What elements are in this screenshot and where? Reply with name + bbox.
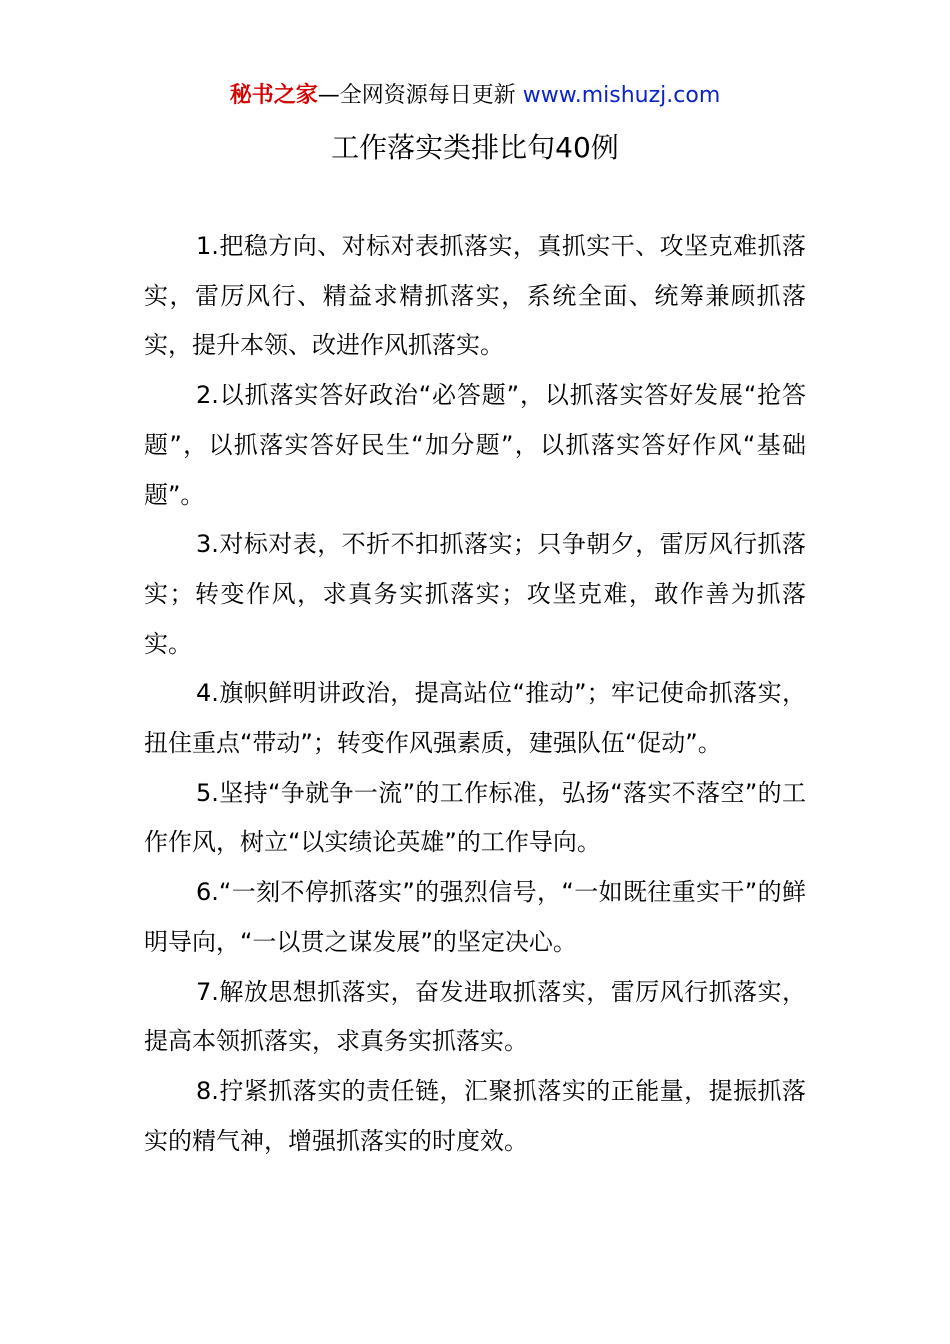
document-body [144, 222, 806, 1166]
paragraph-6: 6.“一刻不停抓落实”的强烈信号，“一如既往重实干”的鲜明导向，“一以贯之谋发展”的坚定决心。 [144, 878, 806, 956]
site-tagline: —全网资源每日更新 [317, 83, 523, 108]
paragraph-3: 3.对标对表，不折不扣抓落实；只争朝夕，雷厉风行抓落实；转变作风，求真务实抓落实；攻坚克难，敢作善为抓落实。 [144, 530, 806, 658]
document-title: 工作落实类排比句40例 [331, 131, 619, 164]
site-brand: 秘书之家 [229, 83, 318, 108]
paragraph-8: 8.拧紧抓落实的责任链，汇聚抓落实的正能量，提振抓落实的精气神，增强抓落实的时度效。 [144, 1076, 806, 1155]
site-header [0, 80, 950, 112]
paragraph-1: 1.把稳方向、对标对表抓落实，真抓实干、攻坚克难抓落实，雷厉风行、精益求精抓落实，系统全面、统筹兼顾抓落实，提升本领、改进作风抓落实。 [144, 232, 806, 360]
paragraph-2: 2.以抓落实答好政治“必答题”，以抓落实答好发展“抢答题”，以抓落实答好民生“加分题”，以抓落实答好作风“基础题”。 [144, 381, 806, 509]
site-url-link[interactable]: www.mishuzj.com [522, 83, 721, 108]
paragraph-4: 4.旗帜鲜明讲政治，提高站位“推动”；牢记使命抓落实，扭住重点“带动”；转变作风强素质，建强队伍“促动”。 [144, 679, 806, 758]
paragraph-7: 7.解放思想抓落实，奋发进取抓落实，雷厉风行抓落实，提高本领抓落实，求真务实抓落实。 [144, 977, 806, 1056]
paragraph-5: 5.坚持“争就争一流”的工作标准，弘扬“落实不落空”的工作作风，树立“以实绩论英雄”的工作导向。 [144, 778, 806, 857]
